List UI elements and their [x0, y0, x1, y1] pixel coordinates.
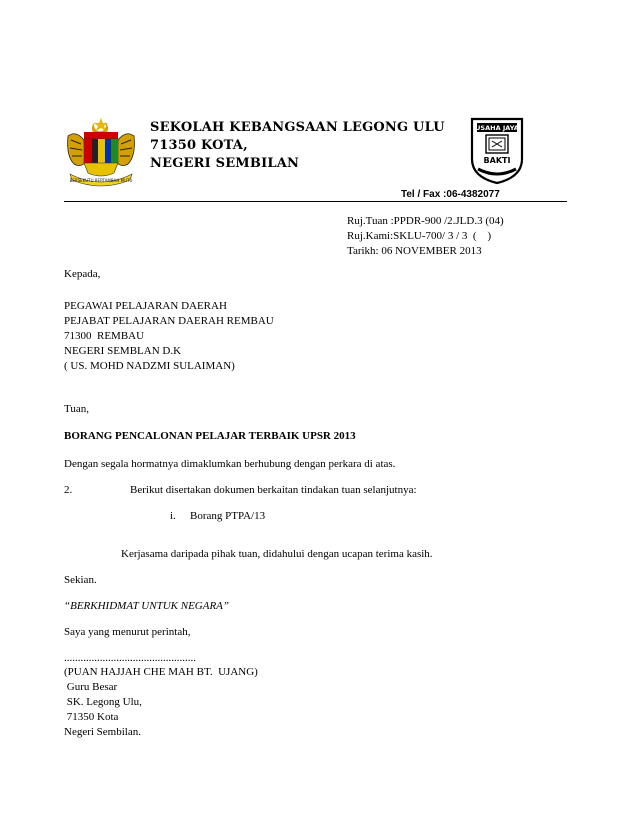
tel-fax: Tel / Fax :06-4382077 [401, 189, 500, 200]
school-state: NEGERI SEMBILAN [150, 156, 300, 171]
paragraph-2-number: 2. [64, 484, 73, 496]
badge-text-top: USAHA JAYA [475, 124, 519, 132]
signatory-school: SK. Legong Ulu, [64, 696, 142, 708]
ref-ruj-tuan: Ruj.Tuan :PPDR-900 /2.JLD.3 (04) [347, 215, 504, 227]
attachment-item-marker: i. [170, 510, 176, 522]
order-line: Saya yang menurut perintah, [64, 626, 191, 638]
recipient-kepada: Kepada, [64, 268, 101, 280]
salutation: Tuan, [64, 403, 89, 415]
paragraph-1: Dengan segala hormatnya dimaklumkan berhubung dengan perkara di atas. [64, 458, 396, 470]
recipient-line: PEGAWAI PELAJARAN DAERAH [64, 300, 227, 312]
letterhead-divider [64, 201, 567, 202]
svg-text:BERSEKUTU BERTAMBAH MUTU: BERSEKUTU BERTAMBAH MUTU [69, 178, 133, 183]
motto: “BERKHIDMAT UNTUK NEGARA” [64, 600, 230, 612]
school-badge-usaha-jaya-bakti-icon [468, 115, 526, 185]
signatory-name: (PUAN HAJJAH CHE MAH BT. UJANG) [64, 666, 258, 678]
recipient-line: ( US. MOHD NADZMI SULAIMAN) [64, 360, 235, 372]
ref-ruj-kami: Ruj.Kami:SKLU-700/ 3 / 3 ( ) [347, 230, 492, 242]
malaysia-coat-of-arms-icon [62, 116, 140, 188]
school-name: SEKOLAH KEBANGSAAN LEGONG ULU [150, 120, 445, 135]
badge-text-bottom: BAKTI [483, 156, 511, 165]
subject-line: BORANG PENCALONAN PELAJAR TERBAIK UPSR 2013 [64, 430, 356, 442]
signature-dots: ................................................ [64, 652, 196, 664]
paragraph-2-text: Berikut disertakan dokumen berkaitan tindakan tuan selanjutnya: [130, 484, 417, 496]
school-postcode-town: 71350 KOTA, [150, 138, 248, 153]
paragraph-3: Kerjasama daripada pihak tuan, didahului dengan ucapan terima kasih. [121, 548, 433, 560]
ref-date: Tarikh: 06 NOVEMBER 2013 [347, 245, 482, 257]
recipient-line: 71300 REMBAU [64, 330, 145, 342]
recipient-line: PEJABAT PELAJARAN DAERAH REMBAU [64, 315, 274, 327]
closing: Sekian. [64, 574, 97, 586]
attachment-item: Borang PTPA/13 [190, 510, 266, 522]
signatory-postcode: 71350 Kota [64, 711, 119, 723]
signatory-title: Guru Besar [64, 681, 118, 693]
signatory-state: Negeri Sembilan. [64, 726, 141, 738]
recipient-line: NEGERI SEMBLAN D.K [64, 345, 182, 357]
